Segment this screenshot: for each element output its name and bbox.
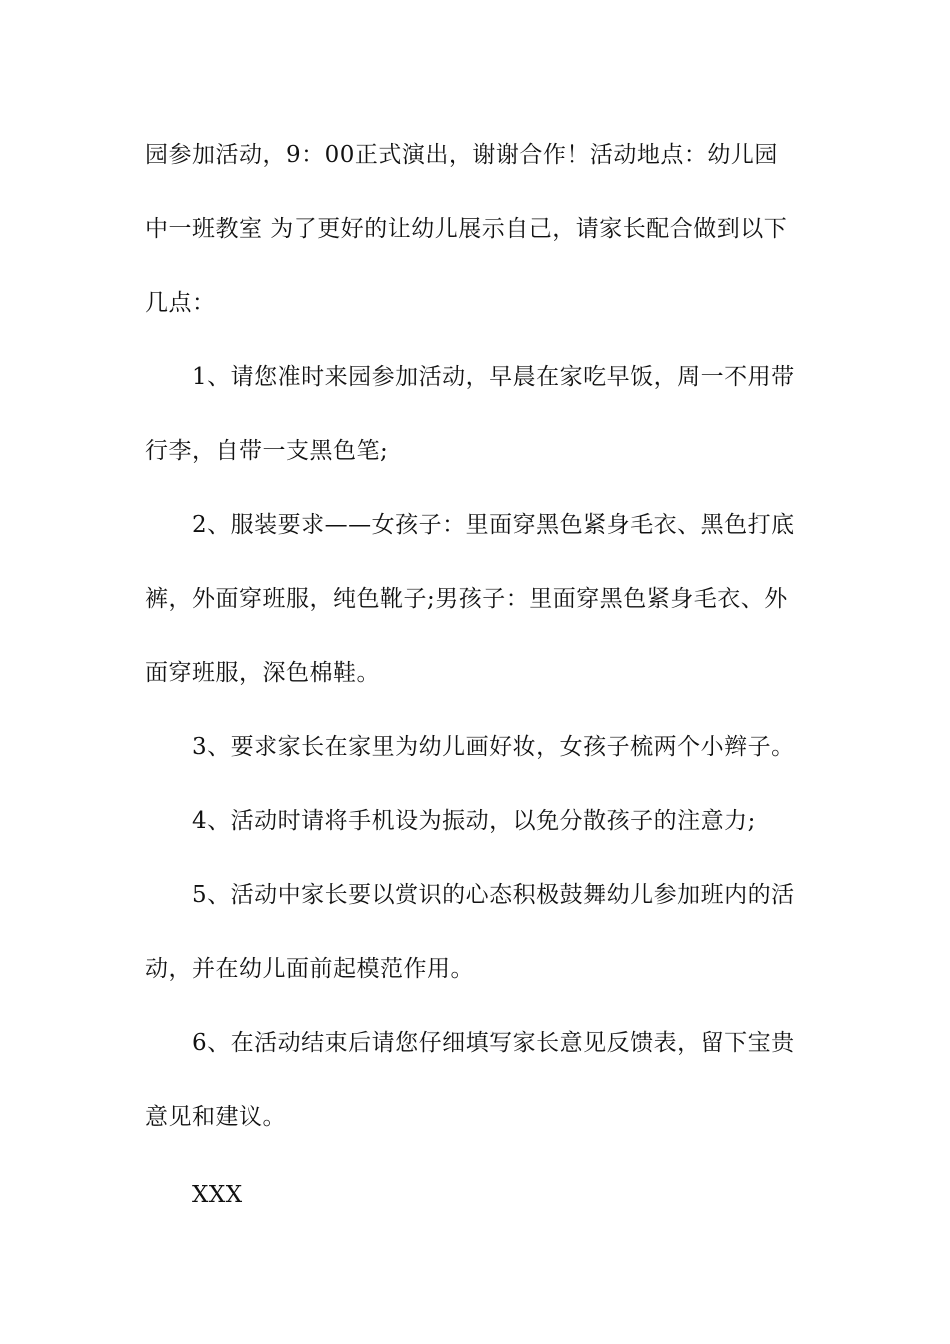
text-line: 动，并在幼儿面前起模范作用。 <box>145 956 474 982</box>
text-line: 面穿班服，深色棉鞋。 <box>145 660 380 686</box>
text-line: 中一班教室 为了更好的让幼儿展示自己，请家长配合做到以下 <box>145 216 788 242</box>
text-line: 3、要求家长在家里为幼儿画好妆，女孩子梳两个小辫子。 <box>192 734 795 760</box>
text-line: 意见和建议。 <box>145 1104 286 1130</box>
text-line: 几点： <box>145 290 216 316</box>
text-line: 裤，外面穿班服，纯色靴子;男孩子：里面穿黑色紧身毛衣、外 <box>145 586 788 612</box>
text-line: 1、请您准时来园参加活动，早晨在家吃早饭，周一不用带 <box>192 364 795 390</box>
text-line: 5、活动中家长要以赏识的心态积极鼓舞幼儿参加班内的活 <box>192 882 795 908</box>
signature-text: XXX <box>192 1182 243 1208</box>
text-line: 行李，自带一支黑色笔; <box>145 438 389 464</box>
text-line: 2、服装要求——女孩子：里面穿黑色紧身毛衣、黑色打底 <box>192 512 795 538</box>
text-line: 园参加活动，9：00正式演出，谢谢合作！活动地点：幼儿园 <box>145 142 778 168</box>
text-line: 6、在活动结束后请您仔细填写家长意见反馈表，留下宝贵 <box>192 1030 795 1056</box>
text-line: 4、活动时请将手机设为振动，以免分散孩子的注意力; <box>192 808 756 834</box>
